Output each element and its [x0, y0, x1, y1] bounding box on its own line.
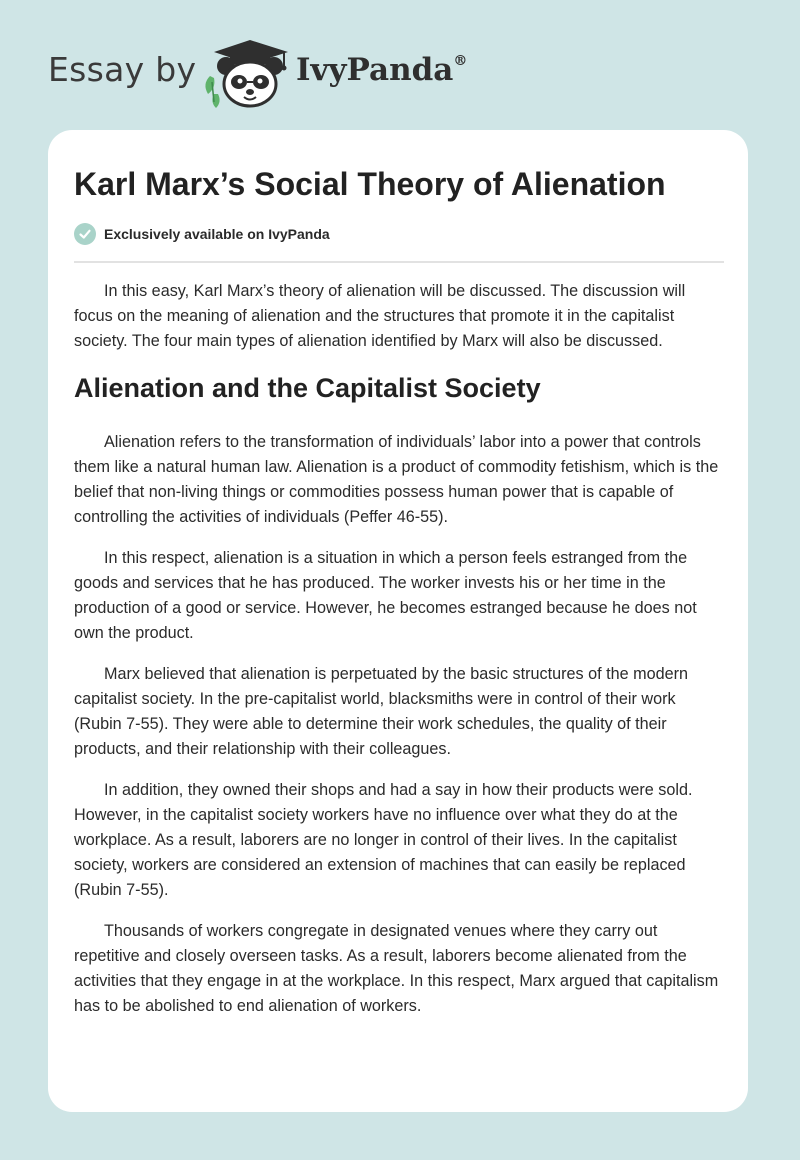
intro-paragraph: In this easy, Karl Marx’s theory of alienation will be discussed. The discussion will focus on the meaning of alienation and the structures that promote it in the capitalist society. The four main types of alienation identified by Marx will also be discussed. [74, 282, 686, 350]
site-header [0, 0, 800, 130]
essay-body [74, 279, 724, 1035]
essay-card [48, 130, 748, 1112]
badge-label: Exclusively available on IvyPanda [104, 226, 330, 242]
divider [74, 261, 724, 263]
body-paragraph: In this respect, alienation is a situation in which a person feels estranged from the goods and services that he has produced. The worker invests his or her time in the production of a good or service. However, he becomes estranged because he does not own the product. [74, 549, 697, 642]
essay-by-label: Essay by [48, 50, 197, 89]
body-paragraph: Marx believed that alienation is perpetuated by the basic structures of the modern capitalist society. In the pre-capitalist world, blacksmiths were in control of their work (Rubin 7-55). They were able to determine their work schedules, the quality of their products, and their relationship with their colleagues. [74, 665, 688, 758]
body-paragraph: Thousands of workers congregate in designated venues where they carry out repetitive and closely overseen tasks. As a result, laborers become alienated from the activities that they engage in at the workplace. In this respect, Marx argued that capitalism has to be abolished to end alienation of workers. [74, 922, 719, 1015]
body-paragraph: In addition, they owned their shops and had a say in how their products were sold. However, in the capitalist society workers have no influence over what they do at the workplace. As a result, laborers are no longer in control of their lives. In the capitalist society, workers are considered an extension of machines that can easily be replaced (Rubin 7-55). [74, 781, 693, 899]
section-heading: Alienation and the Capitalist Society [74, 373, 541, 403]
exclusive-badge [74, 222, 330, 246]
page-title: Karl Marx’s Social Theory of Alienation [74, 166, 666, 202]
body-paragraph: Alienation refers to the transformation of individuals’ labor into a power that controls them like a natural human law. Alienation is a product of commodity fetishism, which is the belief that non-living things or commodities possess human power that is capable of controlling the activities of individuals (Peffer 46-55). [74, 433, 719, 526]
panda-graduate-icon[interactable] [200, 36, 296, 108]
checkmark-icon [74, 223, 96, 245]
brand-name[interactable] [296, 52, 467, 88]
registered-mark: ® [453, 52, 468, 69]
brand-name-text: IvyPanda [296, 52, 454, 88]
